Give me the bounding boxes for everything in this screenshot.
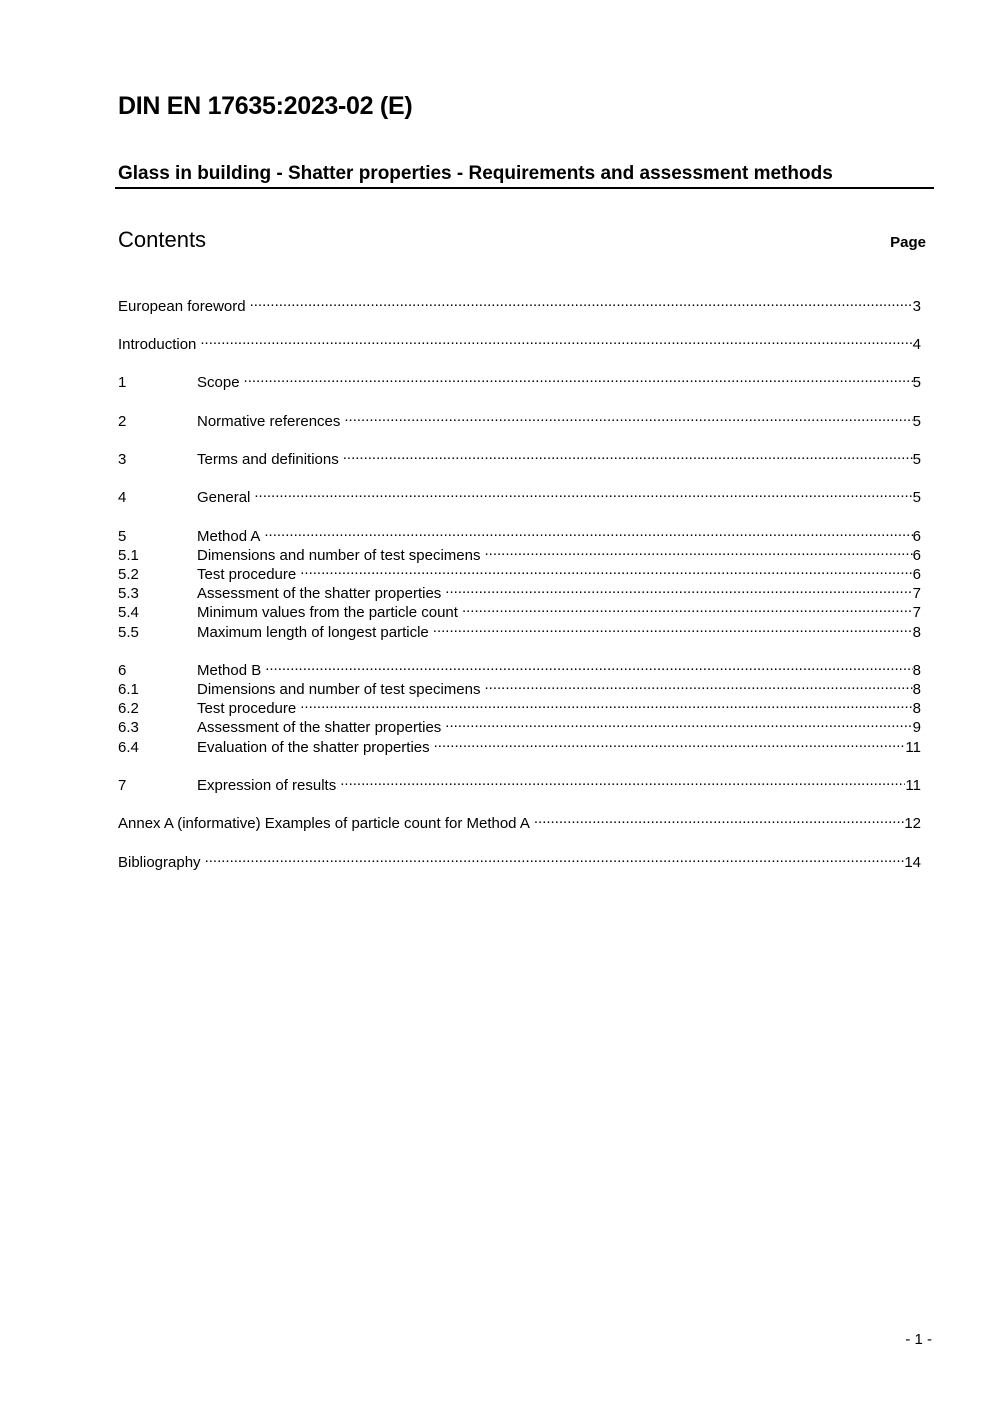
toc-entry-page: 8 (912, 662, 921, 679)
toc-entry-number: 6 (118, 662, 127, 679)
toc-entry[interactable] (118, 483, 921, 506)
toc-entry-page: 14 (904, 854, 921, 871)
toc-entry[interactable] (118, 848, 921, 871)
toc-dot-leader (265, 656, 912, 675)
toc-entry-number: 6.1 (118, 681, 139, 698)
toc-entry-page: 6 (912, 547, 921, 564)
toc-entry[interactable] (118, 618, 921, 641)
toc-entry[interactable] (118, 598, 921, 621)
toc-dot-leader (534, 809, 904, 828)
toc-entry[interactable] (118, 733, 921, 756)
toc-entry[interactable] (118, 656, 921, 679)
toc-entry-page: 5 (912, 413, 921, 430)
toc-entry-title: General (197, 489, 251, 506)
toc-dot-leader (300, 560, 912, 579)
toc-entry-page: 7 (912, 604, 921, 621)
toc-entry[interactable] (118, 560, 921, 583)
toc-entry-number: 1 (118, 374, 127, 391)
toc-dot-leader (434, 733, 906, 752)
toc-entry-page: 4 (912, 336, 921, 353)
toc-entry-number: 7 (118, 777, 127, 794)
toc-entry-number: 5.5 (118, 624, 139, 641)
toc-entry-title: Test procedure (197, 700, 297, 717)
toc-entry-number: 5.2 (118, 566, 139, 583)
toc-entry-page: 6 (912, 566, 921, 583)
toc-dot-leader (205, 848, 905, 867)
toc-dot-leader (343, 445, 913, 464)
toc-dot-leader (344, 407, 912, 426)
toc-entry-number: 4 (118, 489, 127, 506)
toc-entry-number: 2 (118, 413, 127, 430)
toc-entry-number: 5.1 (118, 547, 139, 564)
toc-entry-page: 8 (912, 700, 921, 717)
toc-entry-page: 3 (912, 298, 921, 315)
contents-heading: Contents (118, 227, 207, 252)
toc-entry-number: 3 (118, 451, 127, 468)
toc-entry-number: 6.3 (118, 719, 139, 736)
toc-entry-title: Method B (197, 662, 262, 679)
toc-dot-leader (254, 483, 912, 502)
toc-entry[interactable] (118, 771, 921, 794)
toc-entry-title: Normative references (197, 413, 341, 430)
toc-entry-title: Introduction (118, 336, 197, 353)
toc-entry-title: Annex A (informative) Examples of particle count for Method A (118, 815, 530, 832)
toc-entry-title: Scope (197, 374, 240, 391)
page-column-label: Page (890, 234, 926, 251)
toc-entry-number: 5 (118, 528, 127, 545)
toc-dot-leader (445, 713, 912, 732)
footer-page-number: - 1 - (905, 1331, 932, 1348)
toc-entry-number: 6.4 (118, 739, 139, 756)
toc-entry-title: Assessment of the shatter properties (197, 719, 442, 736)
toc-entry[interactable] (118, 675, 921, 698)
toc-dot-leader (244, 368, 913, 387)
toc-entry[interactable] (118, 407, 921, 430)
toc-dot-leader (445, 579, 912, 598)
toc-dot-leader (200, 330, 912, 349)
toc-entry-page: 6 (912, 528, 921, 545)
toc-entry-number: 5.3 (118, 585, 139, 602)
toc-entry[interactable] (118, 522, 921, 545)
toc-entry[interactable] (118, 579, 921, 602)
toc-entry-page: 12 (904, 815, 921, 832)
toc-entry-page: 11 (905, 777, 921, 794)
toc-entry-page: 11 (905, 739, 921, 756)
toc-entry-title: Method A (197, 528, 261, 545)
toc-entry-page: 8 (912, 624, 921, 641)
toc-entry-title: Dimensions and number of test specimens (197, 547, 481, 564)
toc-entry[interactable] (118, 368, 921, 391)
toc-entry[interactable] (118, 330, 921, 353)
toc-dot-leader (484, 541, 912, 560)
toc-entry-title: Maximum length of longest particle (197, 624, 429, 641)
toc-entry-page: 5 (912, 451, 921, 468)
toc-entry-page: 5 (912, 374, 921, 391)
toc-entry[interactable] (118, 713, 921, 736)
toc-entry-title: Terms and definitions (197, 451, 339, 468)
toc-entry-title: Evaluation of the shatter properties (197, 739, 430, 756)
toc-entry[interactable] (118, 694, 921, 717)
toc-entry[interactable] (118, 809, 921, 832)
toc-entry[interactable] (118, 292, 921, 315)
toc-entry-title: Dimensions and number of test specimens (197, 681, 481, 698)
toc-entry-page: 7 (912, 585, 921, 602)
toc-entry-title: Minimum values from the particle count (197, 604, 458, 621)
toc-entry-title: European foreword (118, 298, 246, 315)
toc-entry-page: 5 (912, 489, 921, 506)
toc-entry-page: 9 (912, 719, 921, 736)
toc-dot-leader (433, 618, 913, 637)
toc-entry-title: Test procedure (197, 566, 297, 583)
toc-dot-leader (462, 598, 913, 617)
toc-dot-leader (300, 694, 912, 713)
toc-dot-leader (484, 675, 912, 694)
title-divider (115, 187, 934, 189)
toc-entry-title: Expression of results (197, 777, 337, 794)
toc-dot-leader (250, 292, 913, 311)
toc-entry[interactable] (118, 541, 921, 564)
document-title: DIN EN 17635:2023-02 (E) (118, 92, 413, 120)
toc-entry[interactable] (118, 445, 921, 468)
toc-entry-number: 5.4 (118, 604, 139, 621)
toc-entry-title: Assessment of the shatter properties (197, 585, 442, 602)
toc-entry-title: Bibliography (118, 854, 201, 871)
document-subtitle: Glass in building - Shatter properties - Requirements and assessment methods (118, 163, 833, 184)
toc-entry-page: 8 (912, 681, 921, 698)
toc-dot-leader (264, 522, 912, 541)
toc-entry-number: 6.2 (118, 700, 139, 717)
toc-dot-leader (340, 771, 905, 790)
